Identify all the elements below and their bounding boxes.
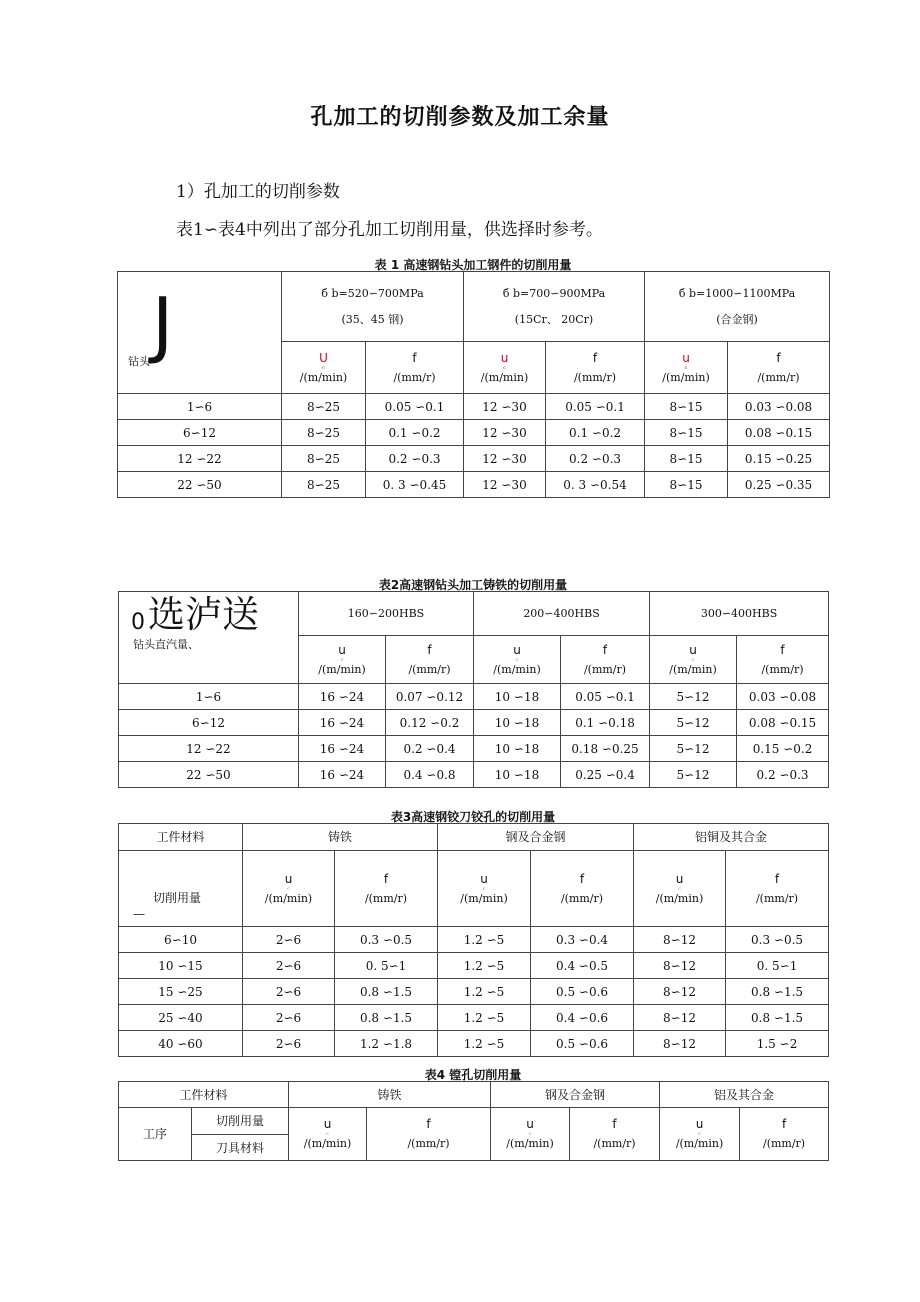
table-cell: 5∽12 <box>650 684 737 710</box>
table-cell: 12 ∽30 <box>464 446 546 472</box>
table4-caption: 表4 镗孔切削用量 <box>424 1068 522 1082</box>
table-cell: 1.5 ∽2 <box>726 1031 829 1057</box>
table1-caption: 表 1 高速钢钻头加工钢件的切削用量 <box>374 258 572 272</box>
table-cell: 0. 5∽1 <box>726 953 829 979</box>
table1-vc-header: u c /(m/min) <box>645 342 728 394</box>
table4-f-header: f /(mm/r) <box>367 1108 491 1161</box>
table-cell: 12 ∽30 <box>464 420 546 446</box>
table-cell: 2∽6 <box>243 953 335 979</box>
table-cell: 8∽25 <box>282 420 366 446</box>
table-cell: 0.25 ∽0.4 <box>561 762 650 788</box>
table-cell: 2∽6 <box>243 1005 335 1031</box>
table-cell: 1.2 ∽1.8 <box>335 1031 438 1057</box>
table1-group-header: б b=1000∽1100MPa (合金钢) <box>645 272 830 342</box>
table-cell: 0.8 ∽1.5 <box>335 979 438 1005</box>
table1-corner-label: 钻头 <box>128 355 150 368</box>
table-cell: 0.8 ∽1.5 <box>335 1005 438 1031</box>
table-cell: 16 ∽24 <box>299 710 386 736</box>
table-cell: 0.25 ∽0.35 <box>728 472 830 498</box>
table4-tool-label: 刀具材料 <box>192 1135 289 1161</box>
table-cell: 0.4 ∽0.5 <box>531 953 634 979</box>
table-cell: 0. 5∽1 <box>335 953 438 979</box>
table-cell: 1.2 ∽5 <box>438 979 531 1005</box>
table-cell: 1.2 ∽5 <box>438 927 531 953</box>
table-cell: 8∽12 <box>634 1031 726 1057</box>
table-row <box>118 472 830 498</box>
table2-group-header: 160∽200HBS <box>299 592 474 636</box>
table-cell: 0. 3 ∽0.45 <box>366 472 464 498</box>
table-cell: 0.08 ∽0.15 <box>737 710 829 736</box>
table4-process-label: 工序 <box>119 1108 192 1161</box>
table3-group-header: 钢及合金钢 <box>438 824 634 851</box>
table2 <box>118 591 829 788</box>
table4-cutting-label: 切削用量 <box>192 1108 289 1135</box>
table-cell: 5∽12 <box>650 736 737 762</box>
table-cell: 5∽12 <box>650 710 737 736</box>
table1-group-header: б b=520∽700MPa (35、45 钢) <box>282 272 464 342</box>
table1-corner-glyph: J <box>152 282 174 366</box>
table-cell: 0.8 ∽1.5 <box>726 979 829 1005</box>
table-cell: 0.5 ∽0.6 <box>531 1031 634 1057</box>
table1 <box>117 271 830 498</box>
table-row <box>119 979 829 1005</box>
table-cell: 8∽25 <box>282 472 366 498</box>
table-cell: 8∽15 <box>645 446 728 472</box>
table-cell: 0.8 ∽1.5 <box>726 1005 829 1031</box>
table-row <box>119 684 829 710</box>
diameter-cell: 1∽6 <box>118 394 282 420</box>
table-cell: 10 ∽18 <box>474 762 561 788</box>
table-cell: 8∽12 <box>634 953 726 979</box>
table-cell: 8∽12 <box>634 1005 726 1031</box>
table3-group-header: 铝铜及其合金 <box>634 824 829 851</box>
diameter-cell: 12 ∽22 <box>119 736 299 762</box>
table2-f-header: f /(mm/r) <box>561 636 650 684</box>
table-cell: 0.15 ∽0.25 <box>728 446 830 472</box>
table2-corner <box>119 592 299 684</box>
table-cell: 1.2 ∽5 <box>438 953 531 979</box>
table-cell: 0.03 ∽0.08 <box>737 684 829 710</box>
table-cell: 16 ∽24 <box>299 762 386 788</box>
table2-vc-header: u c /(m/min) <box>299 636 386 684</box>
table-cell: 16 ∽24 <box>299 736 386 762</box>
diameter-cell: 22 ∽50 <box>118 472 282 498</box>
table-row <box>118 420 830 446</box>
page-title: 孔加工的切削参数及加工余量 <box>310 105 610 130</box>
diameter-cell: 10 ∽15 <box>119 953 243 979</box>
table4-f-header: f /(mm/r) <box>740 1108 829 1161</box>
diameter-cell: 1∽6 <box>119 684 299 710</box>
table-cell: 1.2 ∽5 <box>438 1031 531 1057</box>
table1-vc-header: U c /(m/min) <box>282 342 366 394</box>
table1-group-header: б b=700∽900MPa (15Cr、 20Cr) <box>464 272 645 342</box>
diameter-cell: 6∽12 <box>118 420 282 446</box>
table3-vc-header: u c /(m/min) <box>243 851 335 927</box>
table1-f-header: f /(mm/r) <box>546 342 645 394</box>
table-cell: 0.05 ∽0.1 <box>366 394 464 420</box>
table-cell: 0.1 ∽0.18 <box>561 710 650 736</box>
table-cell: 0.2 ∽0.3 <box>546 446 645 472</box>
table-cell: 0.05 ∽0.1 <box>561 684 650 710</box>
diameter-cell: 25 ∽40 <box>119 1005 243 1031</box>
table-row <box>119 762 829 788</box>
table4-group-header: 钢及合金钢 <box>491 1082 660 1108</box>
table-cell: 0. 3 ∽0.54 <box>546 472 645 498</box>
table-cell: 0.2 ∽0.3 <box>737 762 829 788</box>
table-cell: 2∽6 <box>243 927 335 953</box>
table-row <box>119 736 829 762</box>
table-row <box>119 1005 829 1031</box>
table1-f-header: f /(mm/r) <box>366 342 464 394</box>
table3-corner-bottom: 切削用量 — <box>119 851 243 927</box>
table-cell: 2∽6 <box>243 979 335 1005</box>
section-heading: 1）孔加工的切削参数 <box>176 182 340 202</box>
table2-corner-big-text: 选泸送 <box>148 593 259 636</box>
table1-f-header: f /(mm/r) <box>728 342 830 394</box>
table1-corner <box>118 272 282 394</box>
table-cell: 0.05 ∽0.1 <box>546 394 645 420</box>
table-cell: 8∽15 <box>645 394 728 420</box>
table-cell: 0.4 ∽0.6 <box>531 1005 634 1031</box>
table-cell: 0.2 ∽0.4 <box>386 736 474 762</box>
table-cell: 0.3 ∽0.5 <box>335 927 438 953</box>
table-cell: 0.3 ∽0.4 <box>531 927 634 953</box>
table4-vc-header: u c /(m/min) <box>491 1108 570 1161</box>
table2-corner-zero: 0 <box>131 610 145 635</box>
table-cell: 0.03 ∽0.08 <box>728 394 830 420</box>
table-cell: 8∽15 <box>645 420 728 446</box>
table-row <box>119 710 829 736</box>
table-cell: 10 ∽18 <box>474 684 561 710</box>
table-row <box>118 446 830 472</box>
table3-caption: 表3高速钢铰刀铰孔的切削用量 <box>390 810 556 824</box>
table-cell: 0.5 ∽0.6 <box>531 979 634 1005</box>
table3-vc-header: u c /(m/min) <box>634 851 726 927</box>
table1-vc-header: u c /(m/min) <box>464 342 546 394</box>
table3-vc-header: u c /(m/min) <box>438 851 531 927</box>
table2-vc-header: u c /(m/min) <box>474 636 561 684</box>
table-cell: 0.07 ∽0.12 <box>386 684 474 710</box>
table2-f-header: f /(mm/r) <box>386 636 474 684</box>
table-cell: 10 ∽18 <box>474 736 561 762</box>
table-row <box>119 953 829 979</box>
table-row <box>118 394 830 420</box>
table2-caption: 表2高速钢钻头加工铸铁的切削用量 <box>378 578 568 592</box>
diameter-cell: 15 ∽25 <box>119 979 243 1005</box>
table-cell: 12 ∽30 <box>464 472 546 498</box>
table-cell: 0.12 ∽0.2 <box>386 710 474 736</box>
diameter-cell: 22 ∽50 <box>119 762 299 788</box>
table2-group-header: 300∽400HBS <box>650 592 829 636</box>
table2-corner-label: 钻头直汽量、 <box>133 638 199 651</box>
table-cell: 10 ∽18 <box>474 710 561 736</box>
table3-f-header: f /(mm/r) <box>726 851 829 927</box>
table-cell: 0.2 ∽0.3 <box>366 446 464 472</box>
table2-f-header: f /(mm/r) <box>737 636 829 684</box>
table3-f-header: f /(mm/r) <box>335 851 438 927</box>
table3-f-header: f /(mm/r) <box>531 851 634 927</box>
table-cell: 12 ∽30 <box>464 394 546 420</box>
table-cell: 8∽25 <box>282 446 366 472</box>
table-cell: 2∽6 <box>243 1031 335 1057</box>
table4-vc-header: u c /(m/min) <box>289 1108 367 1161</box>
table3 <box>118 823 829 1057</box>
table2-group-header: 200∽400HBS <box>474 592 650 636</box>
table-cell: 8∽25 <box>282 394 366 420</box>
table-cell: 1.2 ∽5 <box>438 1005 531 1031</box>
table-cell: 8∽12 <box>634 979 726 1005</box>
table-cell: 0.3 ∽0.5 <box>726 927 829 953</box>
table-cell: 0.18 ∽0.25 <box>561 736 650 762</box>
table4 <box>118 1081 829 1161</box>
table4-corner-top: 工件材料 <box>119 1082 289 1108</box>
table-row <box>119 1031 829 1057</box>
table-cell: 5∽12 <box>650 762 737 788</box>
table-cell: 0.4 ∽0.8 <box>386 762 474 788</box>
table-cell: 0.1 ∽0.2 <box>546 420 645 446</box>
diameter-cell: 6∽12 <box>119 710 299 736</box>
intro-text: 表1∽表4中列出了部分孔加工切削用量，供选择时参考。 <box>176 220 603 240</box>
table-cell: 8∽15 <box>645 472 728 498</box>
diameter-cell: 6∽10 <box>119 927 243 953</box>
diameter-cell: 12 ∽22 <box>118 446 282 472</box>
table-cell: 8∽12 <box>634 927 726 953</box>
table4-group-header: 铝及其合金 <box>660 1082 829 1108</box>
table4-vc-header: u c /(m/min) <box>660 1108 740 1161</box>
table3-corner-top: 工件材料 <box>119 824 243 851</box>
table-cell: 0.1 ∽0.2 <box>366 420 464 446</box>
table-cell: 0.15 ∽0.2 <box>737 736 829 762</box>
table-row <box>119 927 829 953</box>
table-cell: 16 ∽24 <box>299 684 386 710</box>
table3-group-header: 铸铁 <box>243 824 438 851</box>
table4-group-header: 铸铁 <box>289 1082 491 1108</box>
table2-vc-header: u c /(m/min) <box>650 636 737 684</box>
diameter-cell: 40 ∽60 <box>119 1031 243 1057</box>
table4-f-header: f /(mm/r) <box>570 1108 660 1161</box>
table-cell: 0.08 ∽0.15 <box>728 420 830 446</box>
